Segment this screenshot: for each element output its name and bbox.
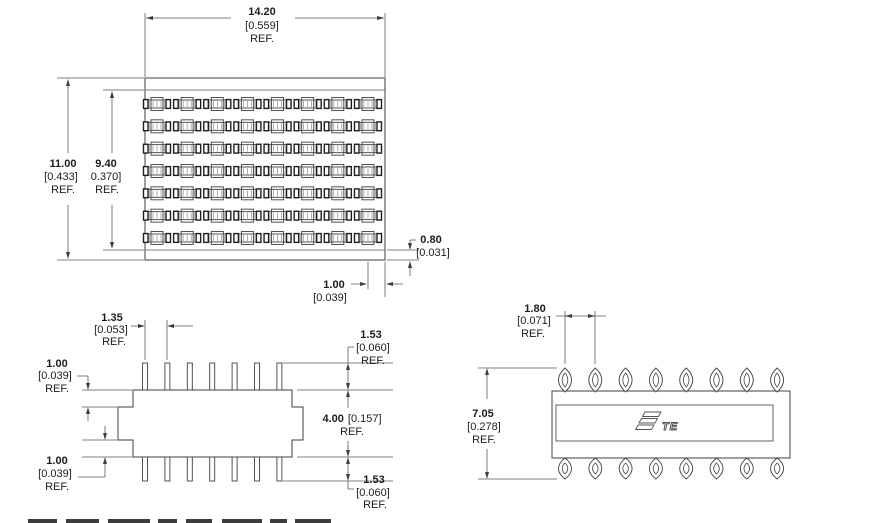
dim-width-conv: [0.559] [245,20,279,32]
dim-height-inner-conv: 0.370] [90,171,122,183]
dim-front-height-conv: [0.278] [467,421,501,433]
dim-pin-len-top-value: 1.53 [360,329,382,341]
dim-standoff-top-value: 1.00 [46,358,68,370]
cutoff-text-mark [222,519,262,523]
dim-edge-offset [387,234,450,276]
side-pin [143,457,148,481]
dim-edge-offset-conv: [0.031] [416,247,450,259]
dim-corner-offset-value: 1.00 [323,279,345,291]
dim-width-ref: REF. [250,33,274,45]
dim-corner-offset-conv: [0.039] [313,292,347,304]
side-pin [232,457,237,481]
front-pin [559,458,572,479]
cutoff-text-mark [270,519,287,523]
dim-front-pitch-ref: REF. [521,328,545,340]
dim-standoff-bottom-value: 1.00 [46,455,68,467]
dim-pin-len-top [346,329,390,390]
dim-side-pitch-ref: REF. [102,336,126,348]
cutoff-text-mark [108,519,150,523]
front-pin [771,458,784,479]
dim-height-inner [91,90,144,250]
dim-body-height-ref: REF. [340,426,364,438]
side-pin [210,363,215,390]
front-pin [710,458,723,479]
side-view-body-outline [118,390,303,457]
cutoff-text-mark [186,519,212,523]
dim-body-height [322,390,381,457]
side-pin [165,457,170,481]
side-pin [210,457,215,481]
dim-pin-len-bottom-conv: [0.060] [356,487,390,499]
dim-edge-offset-value: 0.80 [420,234,442,246]
dim-front-height [467,368,557,479]
dim-width-value: 14.20 [248,6,276,18]
top-view [44,6,450,304]
front-pin [589,458,602,479]
dim-side-pitch-conv: [0.053] [94,324,128,336]
front-view [467,303,790,479]
cutoff-text-artifact [28,519,331,523]
dim-height-overall [44,78,144,260]
cutoff-text-mark [28,519,57,523]
dim-body-height-label: 4.00 [0.157] [322,413,382,425]
dim-standoff-top-ref: REF. [45,383,69,395]
dim-height-overall-ref: REF. [51,184,75,196]
side-pin [165,363,170,390]
side-pin [255,457,260,481]
side-pin [187,363,192,390]
dim-pin-len-bottom-ref: REF. [363,499,387,511]
dim-height-inner-value: 9.40 [95,158,117,170]
dim-pin-len-top-ref: REF. [361,355,385,367]
dim-front-height-ref: REF. [472,434,496,446]
side-pin [187,457,192,481]
dim-pin-len-top-conv: [0.060] [356,342,390,354]
front-pin [619,368,632,392]
dim-width [145,6,385,77]
te-logo-text: TE [662,421,679,433]
dim-front-pitch-value: 1.80 [524,303,546,315]
cutoff-text-mark [158,519,177,523]
cutoff-text-mark [66,519,99,523]
side-view [38,312,393,511]
dim-front-pitch [517,303,606,364]
side-pin [232,363,237,390]
side-pin [277,457,282,481]
front-pin [680,368,693,392]
front-pin [771,368,784,392]
front-pin [649,458,662,479]
front-pin [649,368,662,392]
front-pin [680,458,693,479]
front-pin [559,368,572,392]
front-pin [740,368,753,392]
dim-pin-len-bottom [346,457,390,511]
dim-pin-len-bottom-value: 1.53 [363,474,385,486]
dim-standoff-bottom-ref: REF. [45,481,69,493]
dim-side-pitch-value: 1.35 [101,312,123,324]
front-pin [740,458,753,479]
cutoff-text-mark [295,519,331,523]
front-pin [589,368,602,392]
side-pin [255,363,260,390]
front-pin [710,368,723,392]
dim-height-overall-conv: [0.433] [44,171,78,183]
side-pin [143,363,148,390]
dim-front-pitch-conv: [0.071] [517,315,551,327]
dim-front-height-value: 7.05 [472,408,494,420]
dim-height-inner-ref: REF. [95,184,119,196]
dim-side-pitch [94,312,193,360]
dim-height-overall-value: 11.00 [49,158,77,170]
dim-standoff-top-conv: [0.039] [38,370,72,382]
dim-standoff-bottom-conv: [0.039] [38,468,72,480]
dim-corner-offset [313,262,403,304]
front-pin [619,458,632,479]
side-pin [277,363,282,390]
